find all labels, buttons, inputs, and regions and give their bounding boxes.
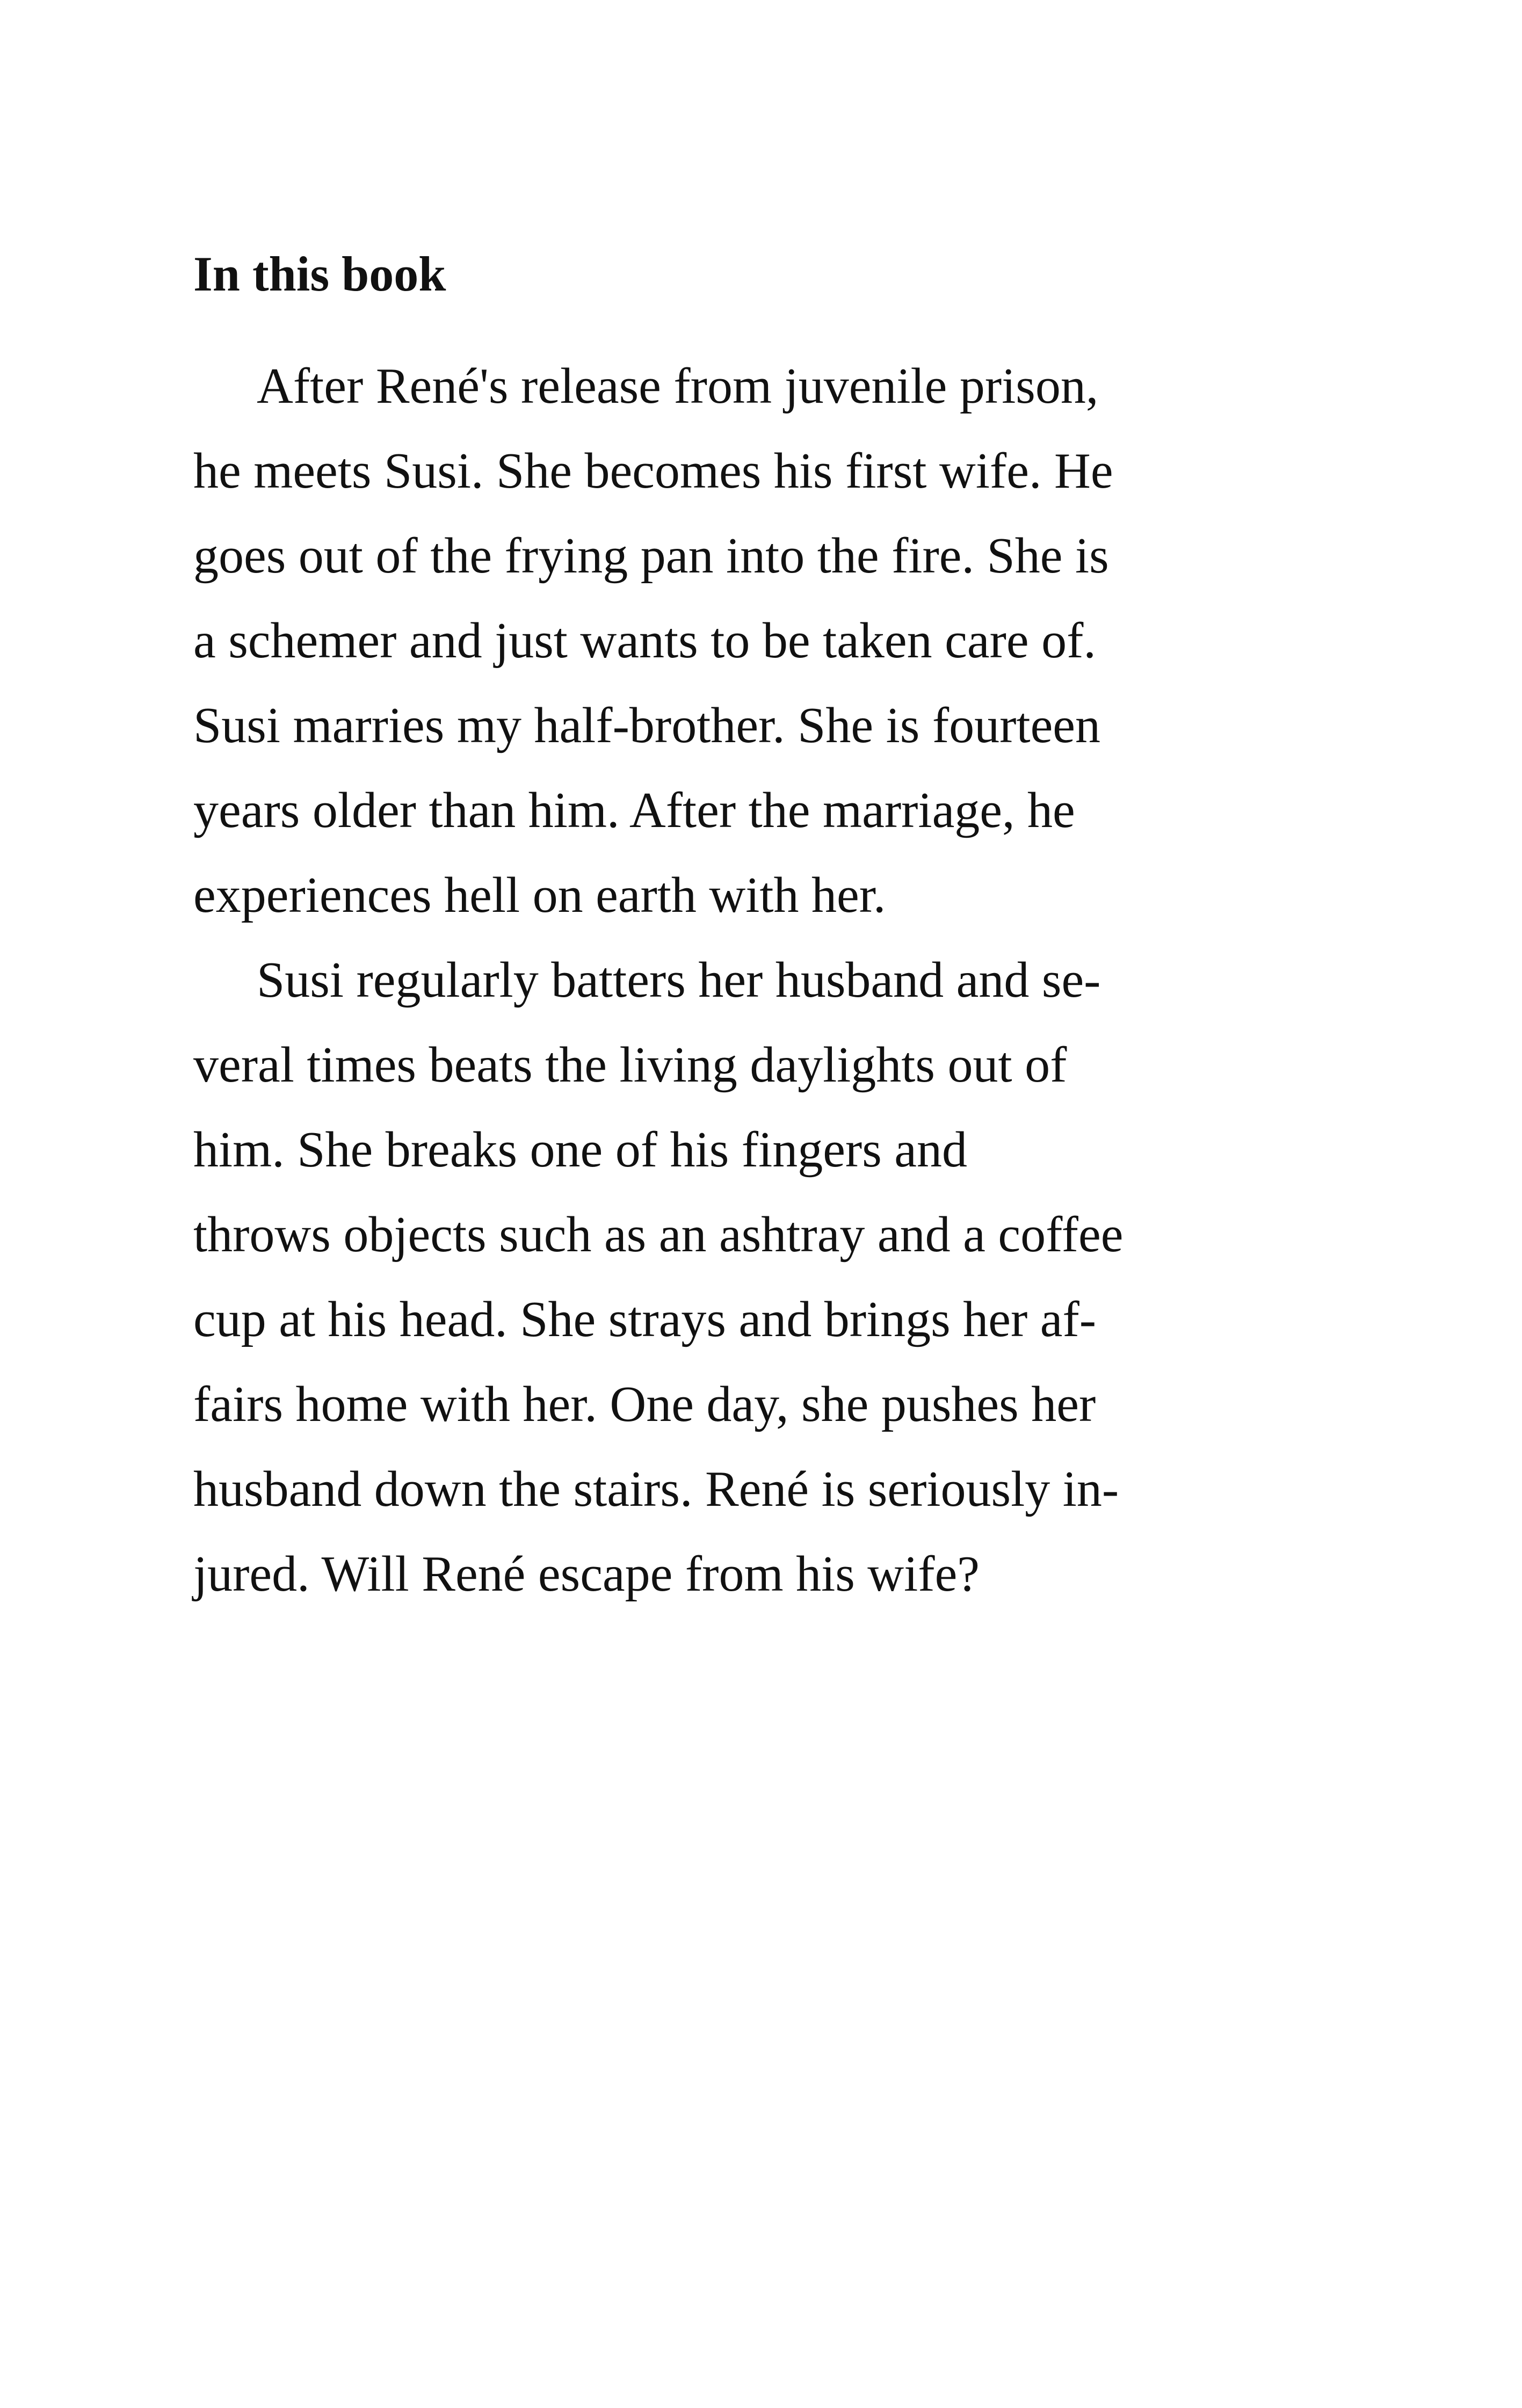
body-text [193,344,1246,1616]
paragraph [193,344,1246,938]
text-line: Susi marries my half-brother. She is fourteen [193,698,1101,753]
text-line: cup at his head. She strays and brings her af- [193,1292,1097,1347]
text-line: fairs home with her. One day, she pushes her [193,1376,1096,1432]
section-heading: In this book [193,246,446,301]
text-line: Susi regularly batters her husband and se- [257,952,1101,1008]
paragraph [193,938,1246,1616]
text-line: goes out of the frying pan into the fire. She is [193,528,1109,584]
text-line: him. She breaks one of his fingers and [193,1122,968,1178]
text-line: years older than him. After the marriage, he [193,782,1075,838]
text-line: husband down the stairs. René is seriously in- [193,1461,1119,1517]
text-line: he meets Susi. She becomes his first wife. He [193,443,1113,499]
text-line: veral times beats the living daylights out of [193,1037,1067,1093]
text-line: throws objects such as an ashtray and a coffee [193,1207,1124,1263]
text-line: After René's release from juvenile prison, [257,358,1099,414]
text-line: experiences hell on earth with her. [193,867,886,923]
text-line: jured. Will René escape from his wife? [193,1546,980,1602]
text-line: a schemer and just wants to be taken care of. [193,613,1096,669]
